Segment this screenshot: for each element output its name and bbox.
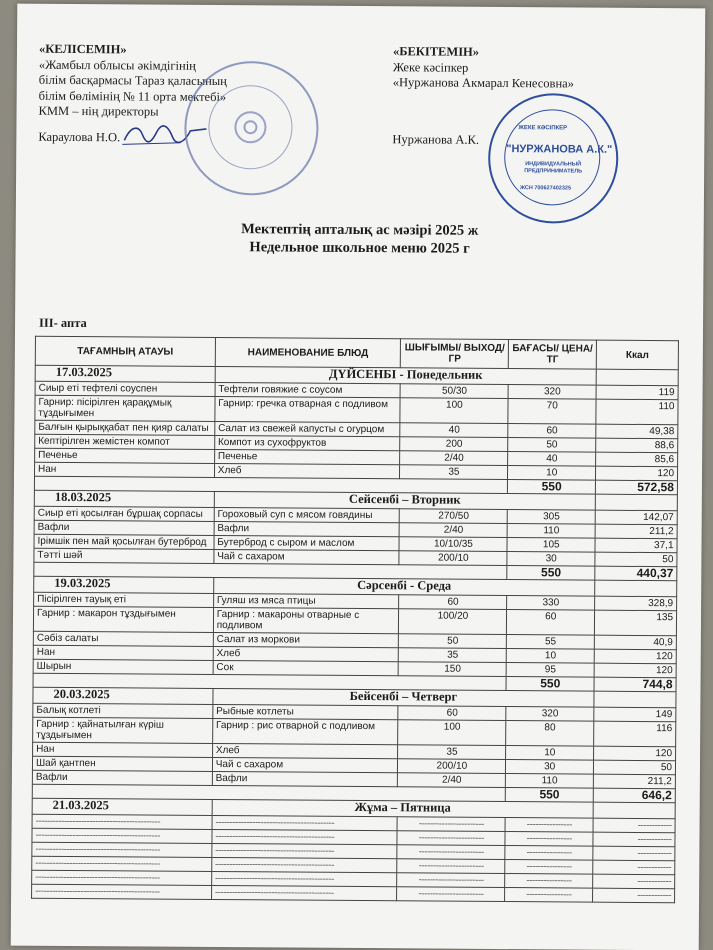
document-page (11, 4, 706, 950)
dish-price: 110 (506, 774, 594, 789)
dish-output: 200 (400, 437, 508, 452)
dish-kcal: 120 (594, 663, 676, 678)
dish-output: ----------------------- (397, 831, 505, 846)
dish-output: 10/10/35 (399, 537, 507, 552)
total-price: 550 (506, 788, 594, 803)
dish-output: ----------------------- (397, 887, 505, 902)
dish-kcal: 135 (595, 610, 677, 636)
day-empty (594, 691, 676, 708)
dish-output: 100 (398, 720, 506, 746)
dish-price: 70 (508, 399, 596, 425)
dish-price: 105 (507, 538, 595, 553)
total-kcal: 572,58 (596, 480, 678, 495)
dish-name-ru: Хлеб (213, 646, 399, 661)
agreed-signer: Караулова Н.О. (38, 129, 121, 145)
dish-output: 2/40 (400, 451, 508, 466)
dish-price: ---------------- (505, 888, 593, 903)
dish-name-kz: Балық котлеті (33, 703, 213, 718)
dish-name-ru: Чай с сахаром (214, 549, 400, 564)
approved-line-1: Жеке кәсіпкер (392, 59, 469, 75)
dish-price: 30 (507, 552, 595, 567)
dish-kcal: ------------ (593, 874, 675, 889)
day-name: ДҮЙСЕНБІ - Понедельник (215, 366, 596, 385)
dish-output: 200/10 (398, 759, 506, 774)
dish-name-ru: ------------------------------------------ (212, 843, 398, 858)
dish-kcal: 40,9 (594, 635, 676, 650)
total-price: 550 (507, 566, 595, 581)
dish-kcal: ------------ (593, 888, 675, 903)
day-date: 21.03.2025 (32, 798, 212, 815)
header-approved-block (393, 44, 575, 92)
approved-label: «БЕКІТЕМІН» (392, 44, 480, 59)
dish-price: 305 (507, 510, 595, 525)
title-ru: Недельное школьное меню 2025 г (249, 239, 470, 257)
dish-name-kz: Шай қантпен (32, 756, 212, 771)
title-kz: Мектептің апталық ас мәзірі 2025 ж (241, 221, 479, 239)
approved-signer: Нуржанова А.К. (392, 132, 480, 147)
dish-name-kz: -------------------------------------------- (32, 856, 212, 871)
col-ru-name: НАИМЕНОВАНИЕ БЛЮД (215, 337, 401, 367)
dish-output: 100 (400, 398, 508, 424)
dish-name-ru: Компот из сухофруктов (214, 435, 400, 450)
dish-name-ru: ------------------------------------------ (212, 829, 398, 844)
day-name: Сейсенбі – Вторник (214, 491, 595, 510)
day-name: Бейсенбі – Четверг (213, 688, 594, 707)
dish-name-kz: -------------------------------------------- (32, 842, 212, 857)
dish-name-kz: Нан (33, 742, 213, 757)
dish-price: ---------------- (505, 874, 593, 889)
dish-name-ru: Гарнир: гречка отварная с подливом (215, 396, 401, 422)
dish-output: 50 (399, 634, 507, 649)
dish-name-kz: Шырын (33, 659, 213, 674)
emblem-icon (230, 107, 270, 147)
agreed-line-2: білім басқармасы Тараз қаласының (38, 72, 227, 89)
dish-price: ---------------- (505, 846, 593, 861)
dish-name-ru: Сок (213, 660, 399, 675)
dish-kcal: 120 (594, 746, 676, 761)
dish-name-ru: ------------------------------------------ (212, 857, 398, 872)
dish-name-kz: Гарнир : қайнатылған күріш тұздығымен (33, 717, 213, 743)
dish-name-ru: Чай с сахаром (212, 757, 398, 772)
dish-output: 100/20 (399, 609, 507, 635)
dish-name-ru: Салат из свежей капусты с огурцом (215, 421, 401, 436)
entrepreneur-stamp (488, 93, 619, 224)
col-output: ШЫҒЫМЫ/ ВЫХОД/ГР (401, 339, 509, 369)
dish-name-ru: Гороховый суп с мясом говядины (214, 507, 400, 522)
dish-output: 35 (400, 465, 508, 480)
dish-name-kz: Сиыр еті тефтелі соуспен (35, 381, 215, 396)
dish-name-kz: Кептірілген жемістен компот (35, 434, 215, 449)
col-kz-name: ТАҒАМНЫҢ АТАУЫ (35, 336, 215, 366)
dish-name-ru: Печенье (214, 449, 400, 464)
dish-price: 10 (507, 649, 595, 664)
dish-output: 60 (398, 706, 506, 721)
dish-output: 35 (398, 745, 506, 760)
dish-name-kz: Ірімшік пен май қосылған бутерброд (34, 534, 214, 549)
dish-name-ru: Бутерброд с сыром и маслом (214, 535, 400, 550)
dish-output: ----------------------- (397, 859, 505, 874)
dish-kcal: 85,6 (596, 452, 678, 467)
dish-kcal: ------------ (593, 846, 675, 861)
dish-kcal: 211,2 (595, 524, 677, 539)
dish-name-kz: Печенье (35, 448, 215, 463)
dish-name-kz: Балғын қырыққабат пен қияр салаты (35, 420, 215, 435)
dish-output: 270/50 (400, 509, 508, 524)
dish-name-kz: Вафли (34, 520, 214, 535)
dish-output: 200/10 (399, 551, 507, 566)
stamp-name: "НУРЖАНОВА А.К." (506, 143, 613, 156)
dish-price: 330 (507, 596, 595, 611)
approved-line-2: «Нуржанова Акмарал Кенесовна» (392, 75, 575, 91)
dish-output: 60 (399, 595, 507, 610)
dish-kcal: ------------ (593, 818, 675, 833)
dish-price: 50 (508, 438, 596, 453)
day-empty (595, 494, 677, 511)
dish-name-kz: -------------------------------------------- (32, 814, 212, 829)
dish-price: 320 (508, 385, 596, 400)
dish-kcal: 116 (594, 721, 676, 747)
dish-output: ----------------------- (397, 845, 505, 860)
dish-name-ru: Тефтели говяжие с соусом (215, 382, 401, 397)
dish-kcal: 50 (595, 552, 677, 567)
day-empty (595, 580, 677, 597)
dish-price: ---------------- (505, 818, 593, 833)
dish-name-ru: Гарнир : макароны отварные с подливом (213, 607, 399, 633)
school-seal (184, 61, 319, 196)
dish-kcal: 149 (594, 707, 676, 722)
menu-body (32, 365, 679, 902)
dish-name-ru: ------------------------------------------ (211, 885, 397, 900)
day-name: Сәрсенбі - Среда (213, 577, 594, 596)
dish-price: 80 (506, 721, 594, 747)
day-empty (596, 369, 678, 386)
dish-kcal: ------------ (593, 860, 675, 875)
dish-name-ru: ------------------------------------------ (211, 871, 397, 886)
agreed-line-3: білім бөлімінің № 11 орта мектебі» (38, 88, 227, 104)
col-price: БАҒАСЫ/ ЦЕНА/ТГ (509, 340, 597, 370)
dish-name-ru: Гарнир : рис отварной с подливом (212, 718, 398, 744)
dish-price: 10 (508, 466, 596, 481)
dish-name-kz: Сиыр еті қосылған бұршақ сорпасы (34, 506, 214, 521)
dish-price: 60 (508, 424, 596, 439)
day-date: 17.03.2025 (35, 365, 215, 382)
agreed-line-4: КММ – нің директоры (38, 103, 159, 119)
day-date: 19.03.2025 (34, 576, 214, 593)
dish-kcal: 120 (596, 466, 678, 481)
dish-output: 2/40 (398, 773, 506, 788)
dish-name-kz: -------------------------------------------- (32, 828, 212, 843)
total-kcal: 744,8 (594, 677, 676, 692)
dish-output: 35 (399, 648, 507, 663)
dish-price: 30 (506, 760, 594, 775)
dish-price: ---------------- (505, 832, 593, 847)
week-label: III- апта (39, 315, 87, 331)
total-price: 550 (506, 677, 594, 692)
dish-output: ----------------------- (397, 873, 505, 888)
dish-name-ru: ------------------------------------------ (212, 815, 398, 830)
day-empty (593, 802, 675, 819)
dish-kcal: 49,38 (596, 424, 678, 439)
day-date: 20.03.2025 (33, 687, 213, 704)
total-price: 550 (508, 480, 596, 495)
dish-price: 320 (506, 707, 594, 722)
header-row (35, 336, 678, 369)
dish-name-ru: Гуляш из мяса птицы (213, 593, 399, 608)
dish-price: 55 (507, 635, 595, 650)
dish-kcal: 328,9 (595, 596, 677, 611)
dish-price: 95 (506, 663, 594, 678)
agreed-line-1: «Жамбыл облысы әкімдігінің (38, 57, 196, 73)
dish-kcal: 88,6 (596, 438, 678, 453)
total-kcal: 440,37 (595, 566, 677, 581)
dish-price: 40 (508, 452, 596, 467)
day-name: Жұма – Пятница (212, 799, 593, 818)
dish-kcal: 50 (594, 760, 676, 775)
dish-name-ru: Хлеб (214, 463, 400, 478)
dish-output: 50/30 (401, 384, 509, 399)
col-kcal: Ккал (596, 340, 678, 370)
dish-kcal: ------------ (593, 832, 675, 847)
dish-kcal: 142,07 (595, 510, 677, 525)
dish-kcal: 119 (596, 385, 678, 400)
dish-price: 10 (506, 746, 594, 761)
dish-output: 2/40 (400, 523, 508, 538)
dish-price: 110 (507, 524, 595, 539)
dish-name-kz: Пісірілген тауық еті (34, 592, 214, 607)
total-kcal: 646,2 (593, 788, 675, 803)
dish-output: ----------------------- (398, 817, 506, 832)
dish-name-kz: Гарнир : макарон тұздығымен (33, 606, 213, 632)
dish-output: 40 (400, 423, 508, 438)
stamp-id: ЖСН 700627402325 (519, 185, 572, 192)
dish-name-kz: Гарнир: пісірілген қарақұмық тұздығымен (35, 395, 215, 421)
dish-price: ---------------- (505, 860, 593, 875)
dish-kcal: 37,1 (595, 538, 677, 553)
dish-name-ru: Вафли (212, 771, 398, 786)
dish-name-kz: -------------------------------------------- (32, 884, 212, 899)
dish-price: 60 (507, 610, 595, 636)
dish-name-kz: Нан (33, 645, 213, 660)
dish-name-kz: Вафли (32, 770, 212, 785)
dish-name-kz: Сәбіз салаты (33, 631, 213, 646)
dish-name-ru: Салат из моркови (213, 632, 399, 647)
dish-name-kz: Нан (34, 462, 214, 477)
dish-name-kz: -------------------------------------------- (32, 870, 212, 885)
dish-kcal: 110 (596, 399, 678, 425)
stamp-sub: ЖЕКЕ КӘСІПКЕР (518, 125, 568, 132)
menu-table (31, 336, 679, 903)
dish-kcal: 120 (594, 649, 676, 664)
dish-name-ru: Хлеб (212, 743, 398, 758)
day-date: 18.03.2025 (34, 490, 214, 507)
dish-output: 150 (399, 662, 507, 677)
dish-kcal: 211,2 (593, 774, 675, 789)
stamp-sub2: ИНДИВИДУАЛЬНЫЙ ПРЕДПРИНИМАТЕЛЬ (524, 161, 583, 175)
dish-name-ru: Рыбные котлеты (213, 704, 399, 719)
agreed-label: «КЕЛІСЕМІН» (38, 41, 127, 57)
dish-name-ru: Вафли (214, 521, 400, 536)
dish-name-kz: Тәтті шәй (34, 548, 214, 563)
